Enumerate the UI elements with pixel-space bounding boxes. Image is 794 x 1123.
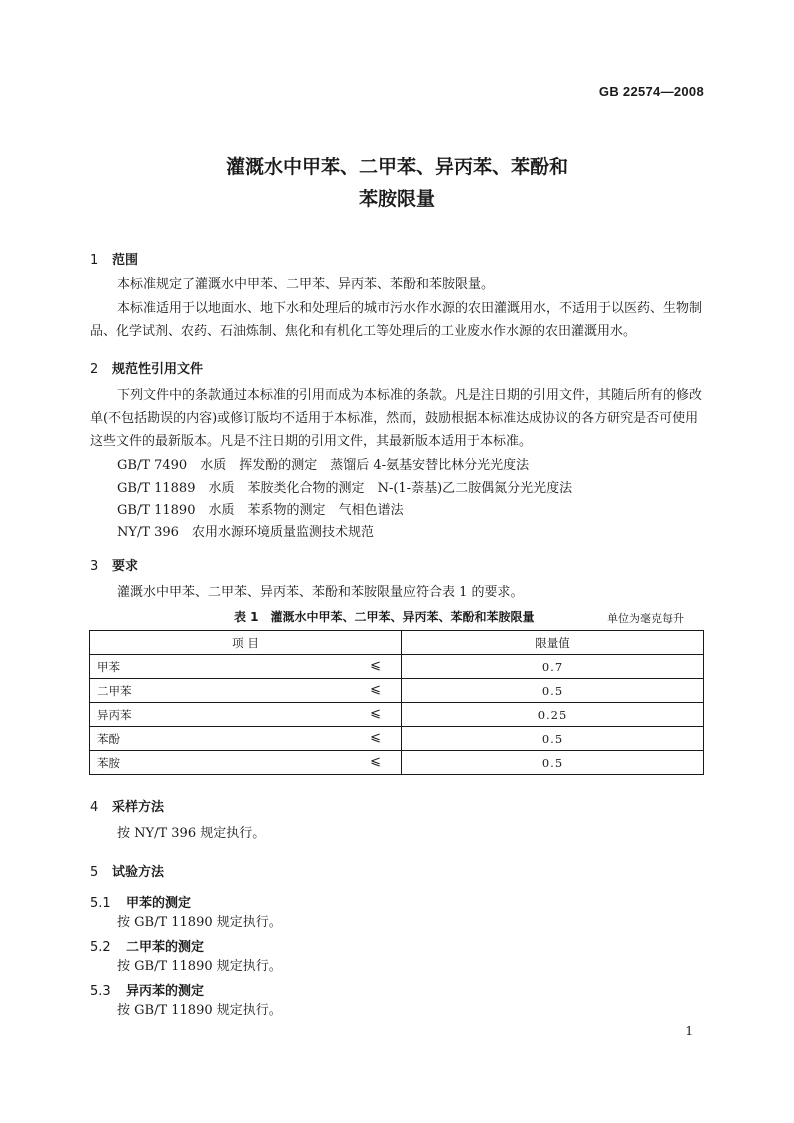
table-row: [90, 703, 704, 727]
standard-code: GB 22574—2008: [598, 84, 704, 99]
subsection-title: 异丙苯的测定: [126, 984, 205, 999]
ref-code: NY/T 396: [117, 525, 179, 540]
limit-value: 0.5: [402, 727, 704, 751]
section-2-heading: [90, 358, 203, 377]
section-3-paragraph-1: 灌溉水中甲苯、二甲苯、异丙苯、苯酚和苯胺限量应符合表 1 的要求。: [117, 585, 524, 600]
reference-item: [117, 499, 404, 522]
ref-method: N-(1-萘基)乙二胺偶氮分光光度法: [377, 481, 573, 496]
le-symbol: ⩽: [370, 754, 381, 769]
section-2-paragraph-1: 下列文件中的条款通过本标准的引用而成为本标准的条款。凡是注日期的引用文件，其随后所有的修改单(不包括勘误的内容)或修订版均不适用于本标准，然而，鼓励根据本标准达成协议的各方研究是否可使用这些文件的最新版本。凡是不注日期的引用文件，其最新版本适用于本标准。: [90, 388, 703, 449]
limit-value: 0.7: [402, 655, 704, 679]
subsection-5-1-text: 按 GB/T 11890 规定执行。: [117, 915, 282, 930]
item-cell: [90, 751, 402, 775]
ref-desc: 苯胺类化合物的测定: [247, 481, 365, 496]
ref-subject: 农用水源环境质量监测技术规范: [191, 525, 374, 540]
le-symbol: ⩽: [370, 706, 381, 721]
ref-method: 气相色谱法: [338, 503, 404, 518]
page-number: 1: [685, 1024, 693, 1038]
subsection-number: 5.3: [90, 984, 111, 999]
le-symbol: ⩽: [370, 658, 381, 673]
section-title: 要求: [112, 559, 139, 574]
section-title: 试验方法: [112, 865, 165, 880]
subsection-5-1-heading: [90, 892, 191, 911]
item-name: 二甲苯: [97, 683, 132, 698]
subsection-number: 5.1: [90, 896, 111, 911]
section-title: 采样方法: [112, 800, 165, 815]
ref-code: GB/T 11890: [117, 503, 196, 518]
section-4-paragraph-1: 按 NY/T 396 规定执行。: [117, 826, 266, 841]
section-number: 4: [90, 800, 99, 815]
section-title: 规范性引用文件: [112, 362, 204, 377]
le-symbol: ⩽: [370, 730, 381, 745]
subsection-5-3-text: 按 GB/T 11890 规定执行。: [117, 1003, 282, 1018]
table-row: [90, 655, 704, 679]
item-cell: [90, 655, 402, 679]
section-4-heading: [90, 796, 164, 815]
item-cell: [90, 679, 402, 703]
table-row: [90, 679, 704, 703]
item-cell: [90, 727, 402, 751]
section-1-paragraph-1: 本标准规定了灌溉水中甲苯、二甲苯、异丙苯、苯酚和苯胺限量。: [117, 277, 495, 292]
table-caption: 表 1 灌溉水中甲苯、二甲苯、异丙苯、苯酚和苯胺限量: [234, 610, 535, 624]
ref-desc: 挥发酚的测定: [239, 458, 318, 473]
le-symbol: ⩽: [370, 682, 381, 697]
table-row: [90, 751, 704, 775]
table-header-row: [90, 631, 704, 655]
section-1-heading: [90, 249, 138, 268]
ref-desc: 苯系物的测定: [247, 503, 326, 518]
document-title-line1: 灌溉水中甲苯、二甲苯、异丙苯、苯酚和: [225, 156, 568, 178]
section-5-heading: [90, 861, 164, 880]
reference-item: [117, 454, 529, 477]
subsection-5-3-heading: [90, 980, 204, 999]
subsection-5-2-text: 按 GB/T 11890 规定执行。: [117, 959, 282, 974]
item-name: 苯酚: [97, 731, 120, 746]
limit-value: 0.5: [402, 751, 704, 775]
item-name: 苯胺: [97, 755, 120, 770]
ref-subject: 水质: [208, 481, 235, 496]
table-row: [90, 727, 704, 751]
table-unit: 单位为毫克每升: [607, 612, 684, 625]
subsection-title: 二甲苯的测定: [126, 940, 205, 955]
section-3-heading: [90, 555, 138, 574]
ref-code: GB/T 7490: [117, 458, 188, 473]
ref-subject: 水质: [208, 503, 235, 518]
section-number: 2: [90, 362, 99, 377]
subsection-title: 甲苯的测定: [126, 896, 192, 911]
section-1-paragraph-2: 本标准适用于以地面水、地下水和处理后的城市污水作水源的农田灌溉用水，不适用于以医药、生物制品、化学试剂、农药、石油炼制、焦化和有机化工等处理后的工业废水作水源的农田灌溉用水。: [90, 301, 703, 339]
limit-value: 0.5: [402, 679, 704, 703]
limits-table: [89, 630, 704, 775]
header-limit: 限量值: [402, 631, 704, 655]
ref-subject: 水质: [200, 458, 227, 473]
header-item: 项 目: [90, 631, 402, 655]
subsection-5-2-heading: [90, 936, 204, 955]
item-name: 异丙苯: [97, 707, 132, 722]
item-cell: [90, 703, 402, 727]
limit-value: 0.25: [402, 703, 704, 727]
ref-method: 蒸馏后 4-氨基安替比林分光光度法: [330, 458, 530, 473]
reference-item: [117, 477, 572, 500]
section-number: 1: [90, 253, 99, 268]
reference-item: [117, 521, 374, 544]
document-title-line2: 苯胺限量: [358, 188, 435, 210]
subsection-number: 5.2: [90, 940, 111, 955]
section-number: 3: [90, 559, 99, 574]
ref-code: GB/T 11889: [117, 481, 196, 496]
section-number: 5: [90, 865, 99, 880]
section-title: 范围: [112, 253, 139, 268]
item-name: 甲苯: [97, 659, 120, 674]
